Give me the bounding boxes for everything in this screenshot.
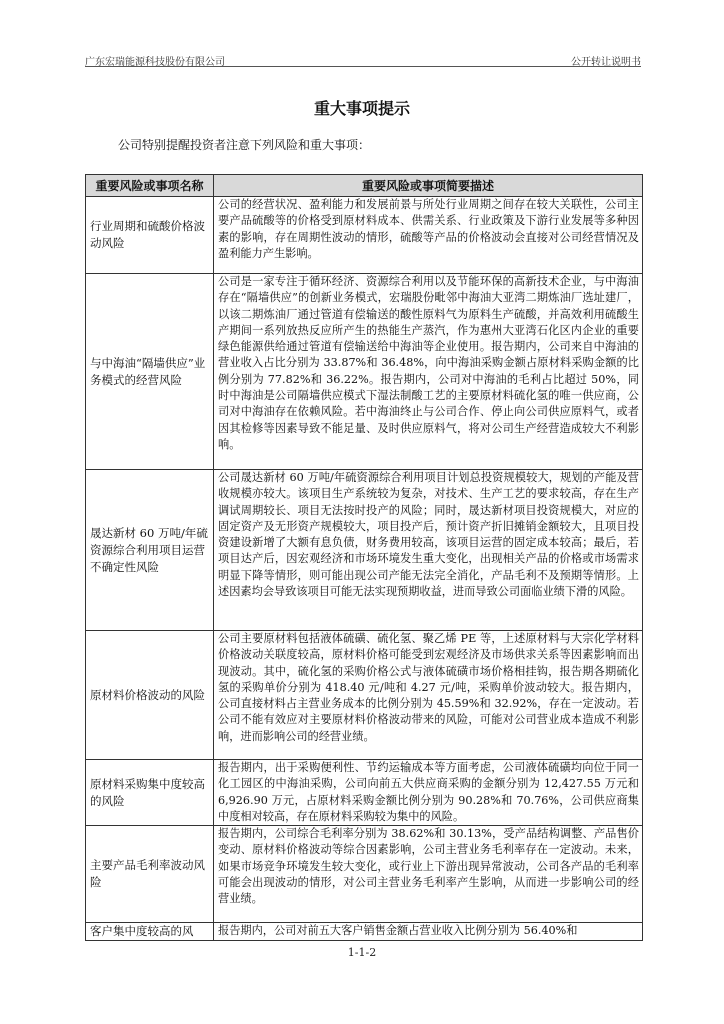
page-header	[85, 53, 641, 67]
risk-description: 公司主要原材料包括液体硫磺、硫化氢、聚乙烯 PE 等，上述原材料与大宗化学材料价格波动关联度较高，原材料价格可能受到宏观经济及市场供求关系等因素影响而出现波动。其中，硫化氢的采购价格公式与液体硫磺市场价格相挂钩，报告期各期硫化氢的采购单价分别为 418.40 元/吨和 4.27 元/吨，采购单价波动较大。报告期内，公司直接材料占主营业务成本的比例分别为 45.59%和 32.92%，存在一定波动。若公司不能有效应对主要原材料价格波动带来的风险，可能对公司营业成本造成不利影响，进而影响公司的经营业绩。	[214, 631, 643, 760]
table-header-row	[86, 175, 643, 197]
risk-name: 行业周期和硫酸价格波动风险	[86, 197, 214, 274]
header-document-type: 公开转让说明书	[571, 57, 641, 68]
risk-name: 与中海油“隔墙供应”业务模式的经营风险	[86, 274, 214, 470]
table-row	[86, 760, 643, 826]
risk-description: 公司晟达新材 60 万吨/年硫资源综合利用项目计划总投资规模较大，规划的产能及营收规模亦较大。该项目生产系统较为复杂，对技术、生产工艺的要求较高，存在生产调试周期较长、项目无法按时投产的风险；同时，晟达新材项目投资规模大，对应的固定资产及无形资产规模较大，项目投产后，预计资产折旧摊销金额较大，且项目投资建设新增了大额有息负债，财务费用较高，该项目运营的固定成本较高；最后，若项目达产后，因宏观经济和市场环境发生重大变化，出现相关产品的价格或市场需求明显下降等情形，则可能出现公司产能无法完全消化，产品毛利不及预期等情形。上述因素均会导致该项目可能无法实现预期收益，进而导致公司面临业绩下滑的风险。	[214, 470, 643, 631]
risk-name: 客户集中度较高的风	[86, 923, 214, 941]
table-row	[86, 274, 643, 470]
risk-table	[85, 174, 643, 941]
page-title: 重大事项提示	[313, 99, 410, 118]
risk-name: 原材料采购集中度较高的风险	[86, 760, 214, 826]
table-row	[86, 631, 643, 760]
risk-description: 公司的经营状况、盈利能力和发展前景与所处行业周期之间存在较大关联性，公司主要产品硫酸等的价格受到原材料成本、供需关系、行业政策及下游行业发展等多种因素的影响，存在周期性波动的情形，硫酸等产品的价格波动会直接对公司经营情况及盈利能力产生影响。	[214, 197, 643, 274]
page-number: 1-1-2	[347, 946, 377, 959]
risk-description: 报告期内，公司对前五大客户销售金额占营业收入比例分别为 56.40%和	[214, 923, 643, 941]
risk-description: 报告期内，出于采购便利性、节约运输成本等方面考虑，公司液体硫磺均向位于同一化工园区的中海油采购，公司向前五大供应商采购的金额分别为 12,427.55 万元和 6,926.90 万元，占原材料采购金额比例分别为 90.28%和 70.76%，公司供应商集中度相对较高，存在原材料采购较为集中的风险。	[214, 760, 643, 826]
risk-description: 报告期内，公司综合毛利率分别为 38.62%和 30.13%，受产品结构调整、产品售价变动、原材料价格波动等综合因素影响，公司主营业务毛利率存在一定波动。未来，如果市场竞争环境发生较大变化，或行业上下游出现异常波动，公司各产品的毛利率可能会出现波动的情形，对公司主营业务毛利率产生影响，从而进一步影响公司的经营业绩。	[214, 826, 643, 923]
table-row	[86, 923, 643, 941]
column-header-name: 重要风险或事项名称	[86, 175, 214, 197]
table-row	[86, 197, 643, 274]
risk-name: 主要产品毛利率波动风险	[86, 826, 214, 923]
intro-paragraph: 公司特别提醒投资者注意下列风险和重大事项：	[118, 138, 371, 152]
risk-name: 原材料价格波动的风险	[86, 631, 214, 760]
column-header-description: 重要风险或事项简要描述	[214, 175, 643, 197]
table-row	[86, 470, 643, 631]
risk-description: 公司是一家专注于循环经济、资源综合利用以及节能环保的高新技术企业，与中海油存在“隔墙供应”的创新业务模式，宏瑞股份毗邻中海油大亚湾二期炼油厂选址建厂，以该二期炼油厂通过管道有偿输送的酸性原料气为原料生产硫酸，并高效利用硫酸生产期间一系列放热反应所产生的热能生产蒸汽，作为惠州大亚湾石化区内企业的重要绿色能源供给通过管道有偿输送给中海油等企业使用。报告期内，公司来自中海油的营业收入占比分别为 33.87%和 36.48%，向中海油采购金额占原材料采购金额的比例分别为 77.82%和 36.22%。报告期内，公司对中海油的毛利占比超过 50%，同时中海油是公司隔墙供应模式下湿法制酸工艺的主要原材料硫化氢的唯一供应商，公司对中海油存在依赖风险。若中海油终止与公司合作、停止向公司供应原料气，或者因其检修等因素导致不能足量、及时供应原料气，将对公司生产经营造成较大不利影响。	[214, 274, 643, 470]
risk-name: 晟达新材 60 万吨/年硫资源综合利用项目运营不确定性风险	[86, 470, 214, 631]
table-row	[86, 826, 643, 923]
header-company-name: 广东宏瑞能源科技股份有限公司	[85, 57, 225, 68]
